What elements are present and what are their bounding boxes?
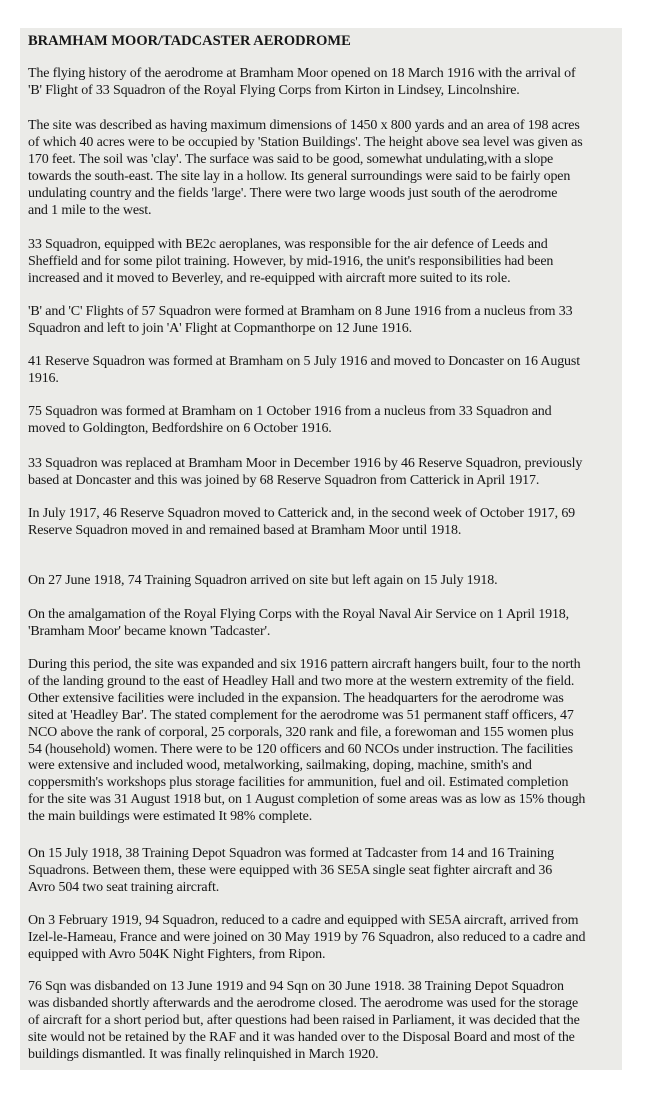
text-line: 'Bramham Moor' became known 'Tadcaster'.: [28, 623, 271, 639]
text-line: were extensive and included wood, metalworking, sailmaking, doping, machine, smith's and: [28, 758, 532, 774]
text-line: undulating country and the fields 'large'. There were two large woods just south of the aerodrome: [28, 185, 558, 201]
text-line: based at Doncaster and this was joined by 68 Reserve Squadron from Catterick in April 1917.: [28, 472, 540, 488]
text-line: Sheffield and for some pilot training. However, by mid-1916, the unit's responsibilities had been: [28, 253, 554, 269]
text-line: On 27 June 1918, 74 Training Squadron arrived on site but left again on 15 July 1918.: [28, 573, 498, 588]
text-line: buildings dismantled. It was finally relinquished in March 1920.: [28, 1046, 379, 1062]
text-line: was disbanded shortly afterwards and the aerodrome closed. The aerodrome was used for the storage: [28, 995, 579, 1011]
paragraph: [28, 657, 585, 826]
text-line: In July 1917, 46 Reserve Squadron moved to Catterick and, in the second week of October 1917, 69: [28, 506, 576, 521]
text-line: On 3 February 1919, 94 Squadron, reduced to a cadre and equipped with SE5A aircraft, arrived from: [28, 913, 579, 928]
text-line: 170 feet. The soil was 'clay'. The surface was said to be good, somewhat undulating,with a slope: [28, 151, 554, 167]
text-line: increased and it moved to Beverley, and re-equipped with aircraft more suited to its role.: [28, 270, 511, 286]
text-line: Reserve Squadron moved in and remained based at Bramham Moor until 1918.: [28, 522, 462, 538]
text-line: the main buildings were estimated It 98% complete.: [28, 809, 313, 825]
text-line: 33 Squadron was replaced at Bramham Moor in December 1916 by 46 Reserve Squadron, previously: [28, 456, 583, 471]
text-line: 54 (household) women. There were to be 120 officers and 60 NCOs under instruction. The facilities: [28, 741, 573, 757]
text-line: of the landing ground to the east of Headley Hall and two more at the western extremity of the field.: [28, 673, 575, 689]
text-line: equipped with Avro 504K Night Fighters, from Ripon.: [28, 946, 326, 962]
document-title: BRAMHAM MOOR/TADCASTER AERODROME: [28, 33, 351, 49]
text-line: 1916.: [28, 370, 59, 386]
text-line: NCO above the rank of corporal, 25 corporals, 320 rank and file, a forewoman and 155 women plus: [28, 724, 574, 740]
text-line: Other extensive facilities were included in the expansion. The headquarters for the aerodrome was: [28, 690, 564, 706]
paragraph: [28, 846, 554, 897]
text-line: On the amalgamation of the Royal Flying Corps with the Royal Naval Air Service on 1 April 1918,: [28, 607, 569, 622]
text-line: site would not be retained by the RAF and it was handed over to the Disposal Board and most of the: [28, 1029, 575, 1045]
text-line: During this period, the site was expanded and six 1916 pattern aircraft hangers built, four to the north: [28, 657, 581, 672]
paragraph: [28, 304, 572, 338]
text-line: Squadrons. Between them, these were equipped with 36 SE5A single seat fighter aircraft and 36: [28, 862, 553, 878]
text-line: Avro 504 two seat training aircraft.: [28, 879, 220, 895]
text-line: of which 40 acres were to be occupied by 'Station Buildings'. The height above sea level was given as: [28, 134, 583, 150]
paragraph: [28, 573, 497, 590]
text-line: The site was described as having maximum dimensions of 1450 x 800 yards and an area of 198 acres: [28, 118, 580, 133]
text-line: 75 Squadron was formed at Bramham on 1 October 1916 from a nucleus from 33 Squadron and: [28, 404, 552, 419]
text-line: Squadron and left to join 'A' Flight at Copmanthorpe on 12 June 1916.: [28, 320, 412, 336]
text-line: sited at 'Headley Bar'. The stated complement for the aerodrome was 51 permanent staff officers, 47: [28, 707, 574, 723]
paragraph: [28, 506, 575, 540]
text-line: of aircraft for a short period but, after questions had been raised in Parliament, it was decided that the: [28, 1012, 580, 1028]
paragraph: [28, 354, 580, 388]
paragraph: [28, 979, 580, 1064]
paragraph: [28, 456, 582, 490]
text-line: towards the south-east. The site lay in a hollow. Its general surroundings were said to be fairly open: [28, 168, 571, 184]
text-line: and 1 mile to the west.: [28, 202, 152, 218]
paragraph: [28, 913, 585, 964]
text-line: Izel-le-Hameau, France and were joined on 30 May 1919 by 76 Squadron, also reduced to a cadre and: [28, 929, 586, 945]
text-line: moved to Goldington, Bedfordshire on 6 October 1916.: [28, 420, 332, 436]
text-line: 76 Sqn was disbanded on 13 June 1919 and 94 Sqn on 30 June 1918. 38 Training Depot Squadron: [28, 979, 564, 994]
text-line: On 15 July 1918, 38 Training Depot Squadron was formed at Tadcaster from 14 and 16 Training: [28, 846, 555, 861]
text-line: 41 Reserve Squadron was formed at Bramham on 5 July 1916 and moved to Doncaster on 16 August: [28, 354, 580, 369]
paragraph: [28, 404, 552, 438]
paragraph: [28, 118, 583, 219]
text-line: 'B' and 'C' Flights of 57 Squadron were formed at Bramham on 8 June 1916 from a nucleus from 33: [28, 304, 573, 319]
paragraph: [28, 607, 569, 641]
text-line: 'B' Flight of 33 Squadron of the Royal Flying Corps from Kirton in Lindsey, Lincolnshire.: [28, 82, 520, 98]
text-line: for the site was 31 August 1918 but, on 1 August completion of some areas was as low as 15% though: [28, 792, 586, 808]
text-line: 33 Squadron, equipped with BE2c aeroplanes, was responsible for the air defence of Leeds and: [28, 237, 548, 252]
text-line: coppersmith's workshops plus storage facilities for ammunition, fuel and oil. Estimated completion: [28, 775, 569, 791]
paragraph: [28, 66, 576, 100]
paragraph: [28, 237, 553, 288]
text-line: The flying history of the aerodrome at Bramham Moor opened on 18 March 1916 with the arrival of: [28, 66, 576, 81]
